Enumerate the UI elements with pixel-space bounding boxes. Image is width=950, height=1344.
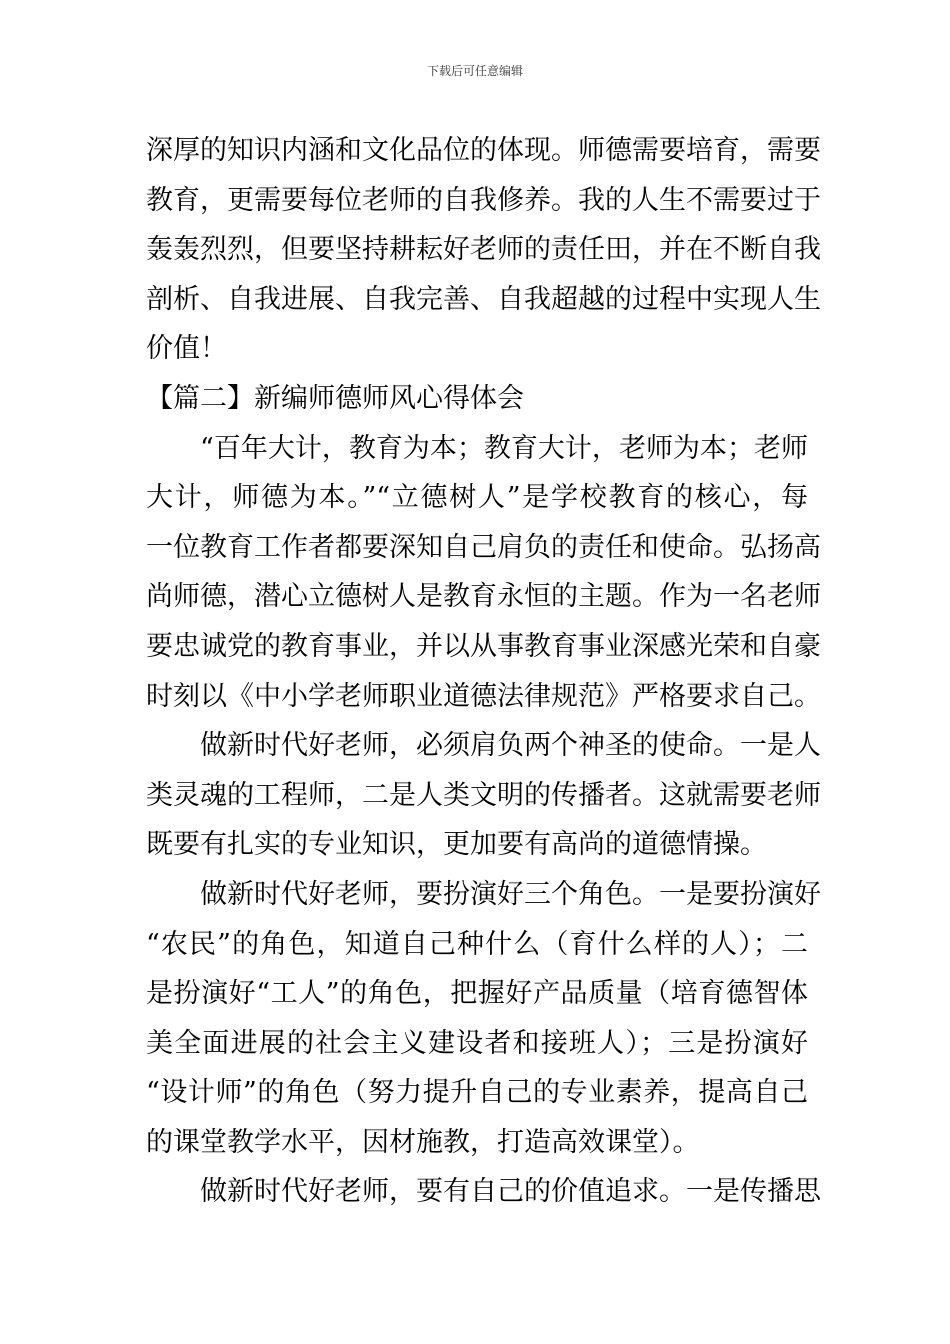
text-line: “百年大计，教育为本；教育大计，老师为本；老师 [200, 432, 808, 464]
text-line: 做新时代好老师，要有自己的价值追求。一是传播思 [200, 1176, 821, 1208]
text-line: 做新时代好老师，要扮演好三个角色。一是要扮演好 [200, 878, 821, 910]
text-line: 既要有扎实的专业知识，更加要有高尚的道德情操。 [146, 829, 767, 861]
text-line: 大计，师德为本。”“立德树人”是学校教育的核心，每 [146, 482, 808, 514]
text-line: 深厚的知识内涵和文化品位的体现。师德需要培育，需要 [146, 135, 821, 166]
text-line: 教育，更需要每位老师的自我修养。我的人生不需要过于 [146, 184, 821, 216]
text-line: 价值！ [146, 333, 227, 365]
text-line: 美全面进展的社会主义建设者和接班人）；三是扮演好 [146, 1027, 808, 1059]
text-line: 轰轰烈烈，但要坚持耕耘好老师的责任田，并在不断自我 [146, 234, 821, 266]
document-body [146, 126, 821, 1217]
text-line: 时刻以《中小学老师职业道德法律规范》严格要求自己。 [146, 680, 821, 712]
text-line: 的课堂教学水平，因材施教，打造高效课堂）。 [146, 1126, 700, 1158]
text-line: 类灵魂的工程师，二是人类文明的传播者。这就需要老师 [146, 779, 821, 811]
page-header: 下载后可任意编辑 [426, 64, 523, 78]
text-line: 剖析、自我进展、自我完善、自我超越的过程中实现人生 [146, 283, 821, 315]
text-line: 做新时代好老师，必须肩负两个神圣的使命。一是人 [200, 730, 821, 762]
text-line: 尚师德，潜心立德树人是教育永恒的主题。作为一名老师 [146, 581, 821, 613]
section-heading: 【篇二】新编师德师风心得体会 [146, 382, 524, 414]
text-line: 一位教育工作者都要深知自己肩负的责任和使命。弘扬高 [146, 531, 821, 563]
text-line: 是扮演好“工人”的角色，把握好产品质量（培育德智体 [146, 978, 808, 1010]
text-line: “设计师”的角色（努力提升自己的专业素养，提高自己 [146, 1077, 808, 1109]
text-line: “农民”的角色，知道自己种什么（育什么样的人）；二 [146, 928, 808, 960]
text-line: 要忠诚党的教育事业，并以从事教育事业深感光荣和自豪 [146, 630, 821, 662]
